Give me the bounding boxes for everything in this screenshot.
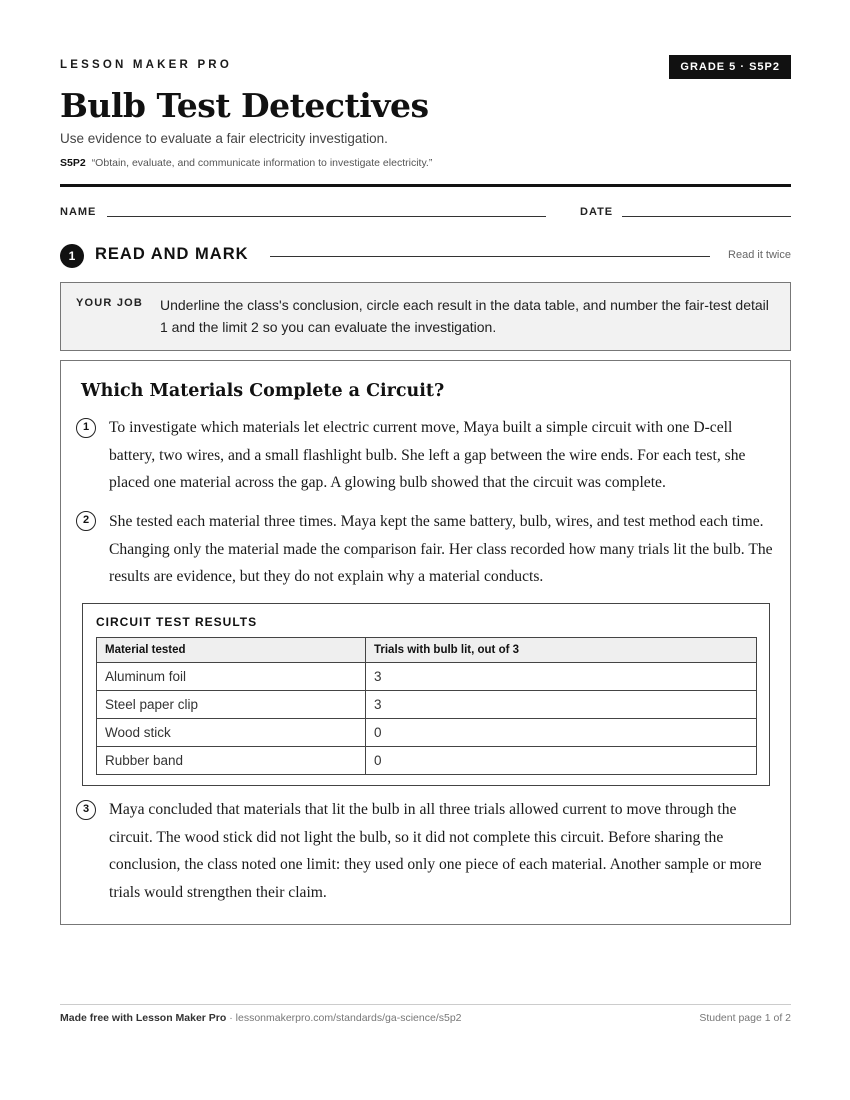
material-cell[interactable]: Wood stick bbox=[97, 719, 366, 747]
passage-paragraph: To investigate which materials let electric current move, Maya built a simple circuit with one D-cell battery, two wires, and a small flashlight bulb. She left a gap between the wire ends. For each test, she placed one material across the gap. A glowing bulb showed that the circuit was complete. bbox=[109, 419, 746, 491]
worksheet-page bbox=[60, 0, 791, 1100]
material-cell[interactable]: Rubber band bbox=[97, 747, 366, 775]
job-instructions-box bbox=[60, 282, 791, 351]
reading-passage bbox=[60, 360, 791, 925]
footer-page-number: Student page 1 of 2 bbox=[699, 1012, 791, 1024]
results-table-box bbox=[82, 603, 770, 786]
standard-text: “Obtain, evaluate, and communicate information to investigate electricity.” bbox=[91, 157, 433, 169]
results-table bbox=[96, 637, 757, 775]
passage-paragraph: She tested each material three times. Maya kept the same battery, bulb, wires, and test method each time. Changing only the material made the comparison fair. Her class recorded how many trials lit the bulb. The results are evidence, but they do not explain why a material conducts. bbox=[109, 513, 773, 585]
job-label: YOUR JOB bbox=[76, 297, 144, 309]
table-caption: CIRCUIT TEST RESULTS bbox=[96, 615, 258, 629]
standard-code: S5P2 bbox=[60, 157, 86, 169]
job-text: Underline the class's conclusion, circle each result in the data table, and number the fair-test detail 1 and the limit 2 so you can evaluate the investigation. bbox=[160, 297, 769, 335]
trials-cell[interactable]: 3 bbox=[366, 691, 757, 719]
paragraph-number: 3 bbox=[76, 800, 96, 820]
table-row bbox=[97, 747, 757, 775]
table-row bbox=[97, 719, 757, 747]
footer-credit bbox=[60, 1012, 462, 1024]
grade-badge: GRADE 5 · S5P2 bbox=[669, 55, 791, 79]
material-cell[interactable]: Steel paper clip bbox=[97, 691, 366, 719]
paragraph-number: 1 bbox=[76, 418, 96, 438]
brand-name: LESSON MAKER PRO bbox=[60, 59, 232, 71]
section-note: Read it twice bbox=[728, 249, 791, 261]
table-header-row bbox=[97, 638, 757, 663]
section-divider bbox=[270, 256, 710, 257]
date-label: DATE bbox=[580, 206, 614, 218]
name-label: NAME bbox=[60, 206, 97, 218]
section-number-badge: 1 bbox=[60, 244, 84, 268]
footer-made-with: Made free with Lesson Maker Pro bbox=[60, 1012, 227, 1024]
trials-cell[interactable]: 0 bbox=[366, 719, 757, 747]
paragraph-number: 2 bbox=[76, 511, 96, 531]
section-title: READ AND MARK bbox=[95, 245, 249, 263]
footer-divider bbox=[60, 1004, 791, 1005]
footer-url[interactable]: · lessonmakerpro.com/standards/ga-science/s5p2 bbox=[226, 1012, 462, 1024]
column-header-material: Material tested bbox=[97, 638, 366, 663]
material-cell[interactable]: Aluminum foil bbox=[97, 663, 366, 691]
passage-title: Which Materials Complete a Circuit? bbox=[81, 381, 445, 401]
table-row bbox=[97, 691, 757, 719]
name-field[interactable] bbox=[107, 216, 546, 217]
header-divider bbox=[60, 184, 791, 187]
page-title: Bulb Test Detectives bbox=[60, 86, 429, 125]
passage-paragraph: Maya concluded that materials that lit the bulb in all three trials allowed current to move through the circuit. The wood stick did not light the bulb, so it did not complete this circuit. Before sharing the conclusion, the class noted one limit: they used only one piece of each material. Another sample or more trials would strengthen their claim. bbox=[109, 801, 762, 901]
standard-line bbox=[60, 157, 432, 169]
trials-cell[interactable]: 3 bbox=[366, 663, 757, 691]
table-row bbox=[97, 663, 757, 691]
trials-cell[interactable]: 0 bbox=[366, 747, 757, 775]
date-field[interactable] bbox=[622, 216, 791, 217]
column-header-trials: Trials with bulb lit, out of 3 bbox=[366, 638, 757, 663]
page-subtitle: Use evidence to evaluate a fair electricity investigation. bbox=[60, 131, 388, 146]
